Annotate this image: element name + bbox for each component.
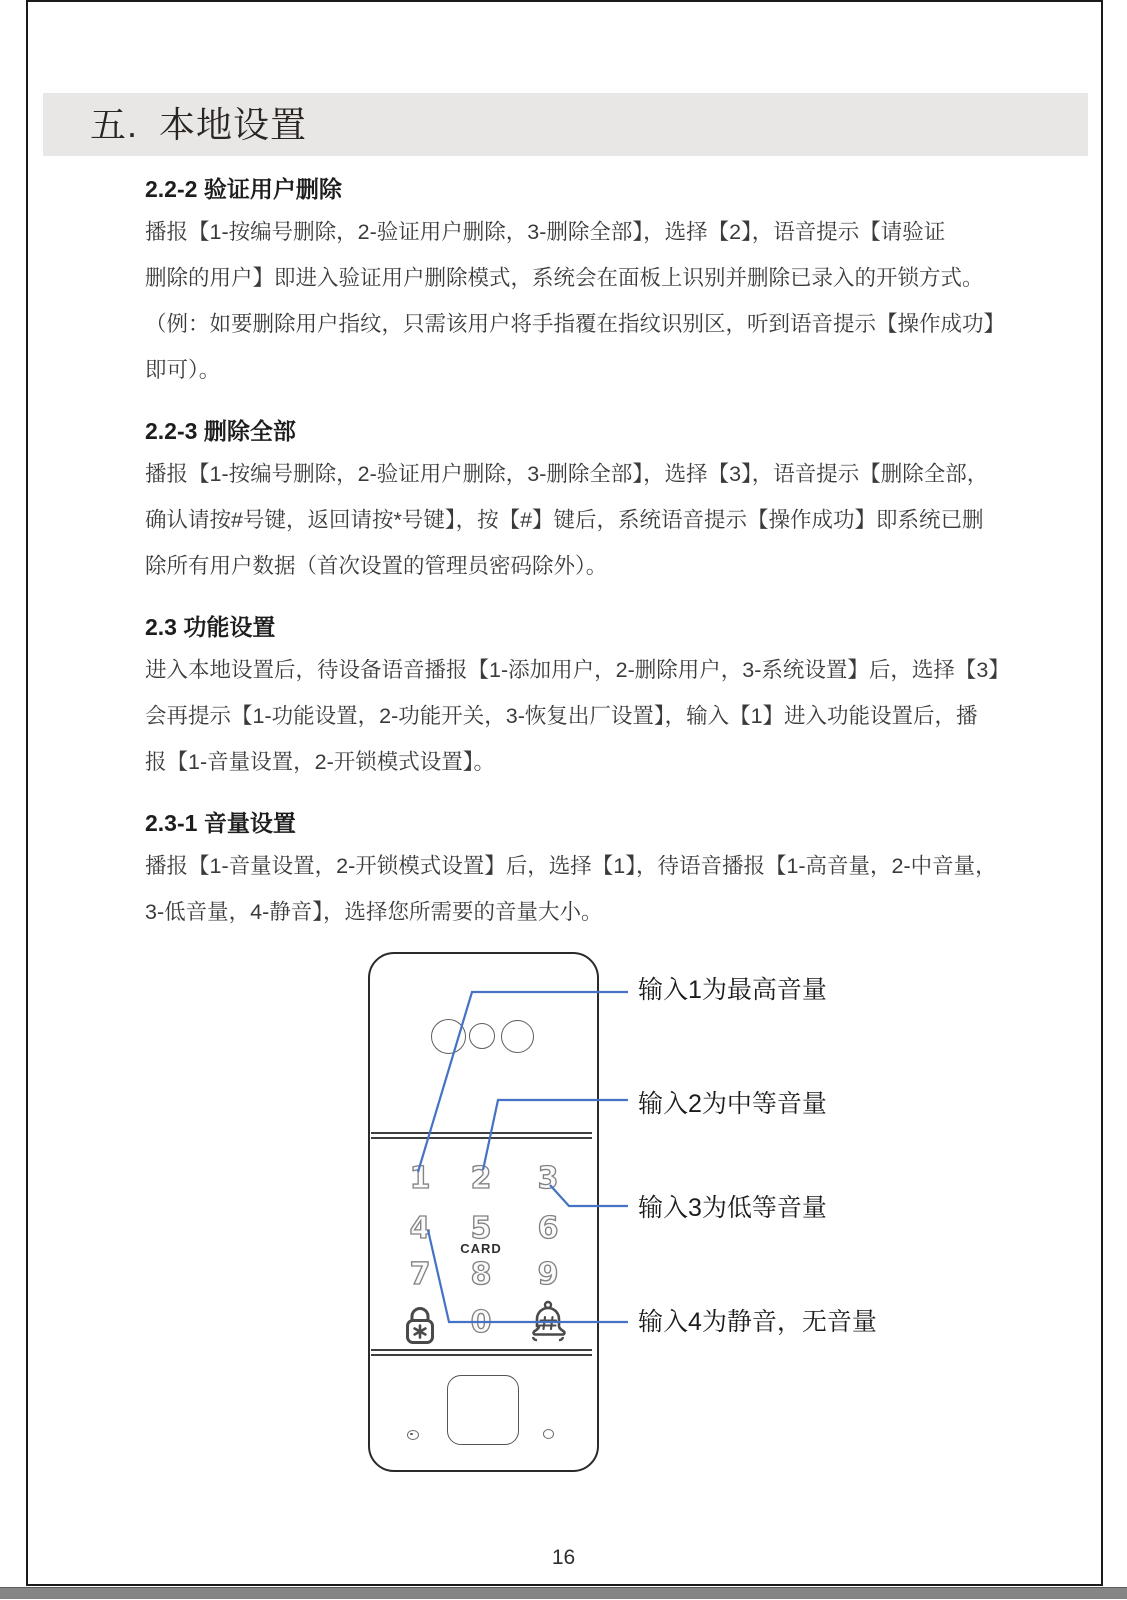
callout-label-volume-low: 输入3为低等音量 xyxy=(638,1194,827,1222)
key-6: 6 xyxy=(537,1210,559,1246)
card-label: CARD xyxy=(460,1241,502,1256)
body-line: 确认请按#号键，返回请按*号键】，按【#】键后，系统语音提示【操作成功】即系统已删 xyxy=(145,508,984,532)
body-line: 播报【1-音量设置，2-开锁模式设置】后，选择【1】，待语音播报【1-高音量，2-中音量， xyxy=(145,854,997,878)
key-8: 8 xyxy=(470,1256,492,1292)
key-1: 1 xyxy=(409,1160,431,1196)
section-title: 2.3-1 音量设置 xyxy=(145,810,296,836)
callout-line-3 xyxy=(550,1185,628,1206)
body-line: （例：如要删除用户指纹，只需该用户将手指覆在指纹识别区，听到语音提示【操作成功】 xyxy=(145,312,1006,336)
footer-bar xyxy=(0,1587,1127,1599)
body-line: 3-低音量，4-静音】，选择您所需要的音量大小。 xyxy=(145,900,603,924)
body-line: 即可）。 xyxy=(145,358,221,382)
body-line: 播报【1-按编号删除，2-验证用户删除，3-删除全部】，选择【3】，语音提示【删除全部， xyxy=(145,462,989,486)
body-line: 会再提示【1-功能设置，2-功能开关，3-恢复出厂设置】，输入【1】进入功能设置后，播 xyxy=(145,704,978,728)
key-3: 3 xyxy=(537,1160,559,1196)
key-0: 0 xyxy=(470,1304,492,1340)
callout-label-volume-high: 输入1为最高音量 xyxy=(638,976,827,1004)
callout-line-2 xyxy=(483,1100,628,1170)
page-number: 16 xyxy=(551,1546,576,1569)
callout-label-volume-mute: 输入4为静音，无音量 xyxy=(638,1308,877,1336)
body-line: 播报【1-按编号删除，2-验证用户删除，3-删除全部】，选择【2】，语音提示【请验证 xyxy=(145,220,946,244)
page-title: 五. 本地设置 xyxy=(90,104,308,145)
callout-line-1 xyxy=(418,992,628,1172)
body-line: 进入本地设置后，待设备语音播报【1-添加用户，2-删除用户，3-系统设置】后，选择【3】 xyxy=(145,658,1010,682)
section-title: 2.3 功能设置 xyxy=(145,614,276,640)
body-line: 删除的用户】即进入验证用户删除模式，系统会在面板上识别并删除已录入的开锁方式。 xyxy=(145,266,984,290)
callout-line-4 xyxy=(428,1230,628,1322)
body-line: 除所有用户数据（首次设置的管理员密码除外）。 xyxy=(145,554,608,578)
body-line: 报【1-音量设置，2-开锁模式设置】。 xyxy=(145,750,495,774)
key-5: 5 xyxy=(470,1210,492,1246)
callout-label-volume-medium: 输入2为中等音量 xyxy=(638,1090,827,1118)
key-9: 9 xyxy=(537,1256,559,1292)
section-title: 2.2-3 删除全部 xyxy=(145,418,296,444)
section-title: 2.2-2 验证用户删除 xyxy=(145,176,342,202)
key-7: 7 xyxy=(409,1256,431,1292)
key-4: 4 xyxy=(409,1210,431,1246)
key-2: 2 xyxy=(470,1160,492,1196)
